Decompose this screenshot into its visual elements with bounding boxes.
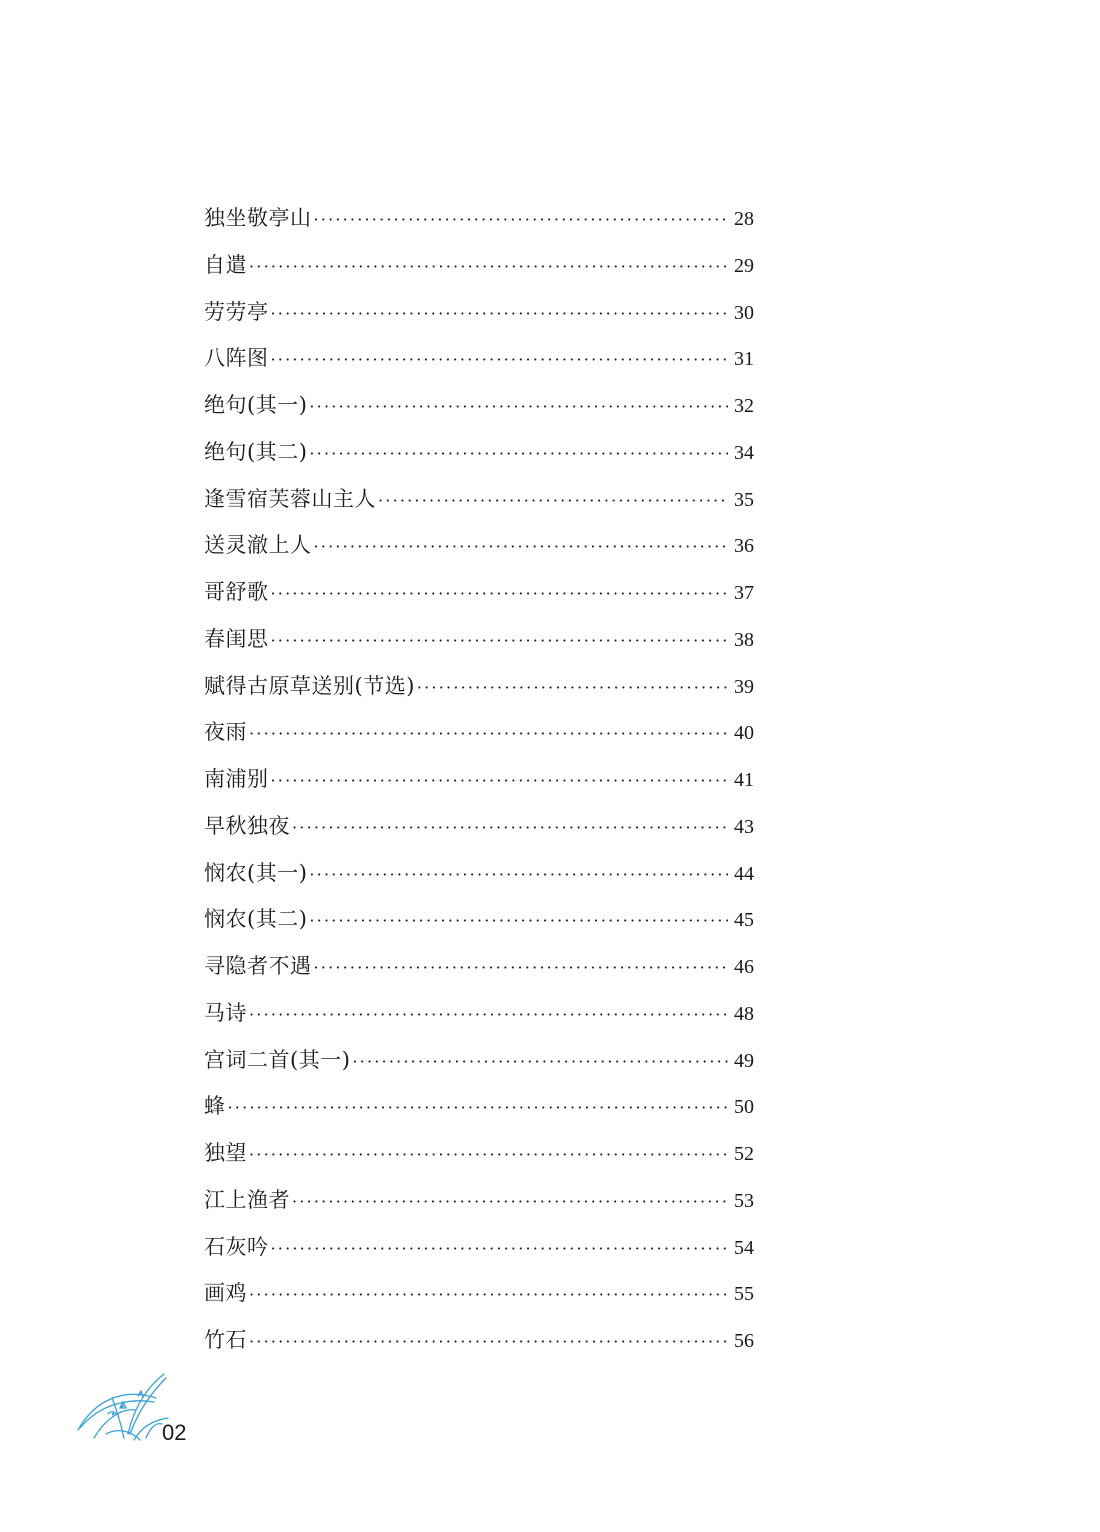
toc-entry-title: 寻隐者不遇 <box>204 954 312 978</box>
toc-entry[interactable] <box>204 242 754 289</box>
toc-entry-page: 56 <box>734 1330 754 1352</box>
dot-leader <box>249 1319 728 1366</box>
toc-entry[interactable] <box>204 476 754 523</box>
toc-entry[interactable] <box>204 289 754 336</box>
toc-entry-page: 49 <box>734 1049 754 1072</box>
dot-leader <box>309 384 728 431</box>
toc-entry-page: 45 <box>734 909 754 932</box>
toc-entry-title: 自遣 <box>204 252 247 277</box>
toc-entry-page: 48 <box>734 1002 754 1025</box>
toc-entry-page: 31 <box>734 348 754 371</box>
toc-entry-page: 40 <box>734 722 754 745</box>
toc-entry-title: 画鸡 <box>204 1281 247 1306</box>
toc-entry-title: 江上渔者 <box>204 1187 290 1212</box>
toc-entry[interactable] <box>204 1083 754 1130</box>
toc-entry[interactable] <box>204 1317 754 1364</box>
toc-entry-page: 41 <box>734 769 754 791</box>
dot-leader <box>352 1039 728 1086</box>
toc-entry-page: 43 <box>734 815 754 838</box>
dot-leader <box>292 805 728 852</box>
toc-entry-page: 46 <box>734 956 754 978</box>
toc-entry-title: 送灵澈上人 <box>204 533 312 558</box>
toc-entry[interactable] <box>204 616 754 663</box>
dot-leader <box>309 898 728 945</box>
table-of-contents <box>204 195 754 1364</box>
toc-entry-page: 50 <box>734 1096 754 1119</box>
dot-leader <box>309 852 728 899</box>
dot-leader <box>271 1226 729 1273</box>
dot-leader <box>309 431 728 478</box>
toc-entry[interactable] <box>204 663 754 710</box>
toc-entry-title: 马诗 <box>204 1000 247 1025</box>
toc-entry-page: 37 <box>734 582 754 604</box>
page-number: 02 <box>162 1420 187 1445</box>
toc-entry-title: 哥舒歌 <box>204 580 269 604</box>
toc-entry[interactable] <box>204 803 754 850</box>
dot-leader <box>314 197 729 244</box>
toc-entry-page: 32 <box>734 395 754 417</box>
toc-entry-title: 南浦别 <box>204 767 269 791</box>
dot-leader <box>249 711 728 758</box>
toc-entry-page: 39 <box>734 675 754 698</box>
toc-entry[interactable] <box>204 709 754 756</box>
dot-leader <box>228 1085 729 1132</box>
toc-entry[interactable] <box>204 896 754 943</box>
dot-leader <box>292 1179 728 1226</box>
toc-entry-title: 春闺思 <box>204 626 269 651</box>
toc-entry-page: 54 <box>734 1236 754 1259</box>
toc-entry[interactable] <box>204 522 754 569</box>
toc-entry-page: 29 <box>734 254 754 277</box>
toc-entry-page: 38 <box>734 628 754 651</box>
toc-entry-title: 早秋独夜 <box>204 813 290 838</box>
dot-leader <box>271 571 729 618</box>
toc-entry[interactable] <box>204 195 754 242</box>
toc-entry-title: 独坐敬亭山 <box>204 206 312 230</box>
toc-entry-title: 竹石 <box>204 1328 247 1352</box>
toc-entry[interactable] <box>204 1224 754 1271</box>
dot-leader <box>249 1272 728 1319</box>
dot-leader <box>271 291 729 338</box>
toc-entry-title: 悯农(其一) <box>204 860 308 885</box>
toc-entry-title: 夜雨 <box>204 720 247 745</box>
toc-entry[interactable] <box>204 569 754 616</box>
dot-leader <box>314 945 729 992</box>
toc-entry-page: 35 <box>734 488 754 511</box>
dot-leader <box>417 665 728 712</box>
toc-entry-title: 宫词二首(其一) <box>204 1047 351 1072</box>
toc-entry-title: 独望 <box>204 1141 247 1165</box>
toc-entry[interactable] <box>204 990 754 1037</box>
toc-entry[interactable] <box>204 850 754 897</box>
toc-entry-title: 逢雪宿芙蓉山主人 <box>204 486 376 511</box>
toc-entry[interactable] <box>204 1177 754 1224</box>
toc-entry-page: 36 <box>734 535 754 558</box>
toc-entry-page: 34 <box>734 441 754 464</box>
dot-leader <box>271 618 729 665</box>
toc-entry-page: 55 <box>734 1283 754 1306</box>
toc-entry[interactable] <box>204 943 754 990</box>
toc-entry[interactable] <box>204 382 754 429</box>
dot-leader <box>271 337 729 384</box>
toc-entry-title: 蜂 <box>204 1094 226 1119</box>
toc-entry-page: 44 <box>734 862 754 885</box>
toc-entry[interactable] <box>204 429 754 476</box>
dot-leader <box>314 524 729 571</box>
toc-entry-title: 赋得古原草送别(节选) <box>204 673 415 698</box>
toc-entry-page: 28 <box>734 208 754 230</box>
toc-entry-title: 劳劳亭 <box>204 299 269 324</box>
dot-leader <box>271 758 729 805</box>
dot-leader <box>249 992 728 1039</box>
toc-entry-title: 石灰吟 <box>204 1234 269 1259</box>
toc-entry-page: 30 <box>734 301 754 324</box>
toc-entry[interactable] <box>204 335 754 382</box>
dot-leader <box>378 478 728 525</box>
toc-entry-title: 八阵图 <box>204 346 269 371</box>
toc-entry-title: 悯农(其二) <box>204 907 308 932</box>
dot-leader <box>249 1132 728 1179</box>
toc-entry[interactable] <box>204 756 754 803</box>
toc-entry-title: 绝句(其一) <box>204 393 308 417</box>
toc-entry[interactable] <box>204 1130 754 1177</box>
toc-entry-title: 绝句(其二) <box>204 439 308 464</box>
toc-entry-page: 53 <box>734 1189 754 1212</box>
toc-entry[interactable] <box>204 1270 754 1317</box>
dot-leader <box>249 244 728 291</box>
toc-entry-page: 52 <box>734 1143 754 1165</box>
toc-entry[interactable] <box>204 1037 754 1084</box>
